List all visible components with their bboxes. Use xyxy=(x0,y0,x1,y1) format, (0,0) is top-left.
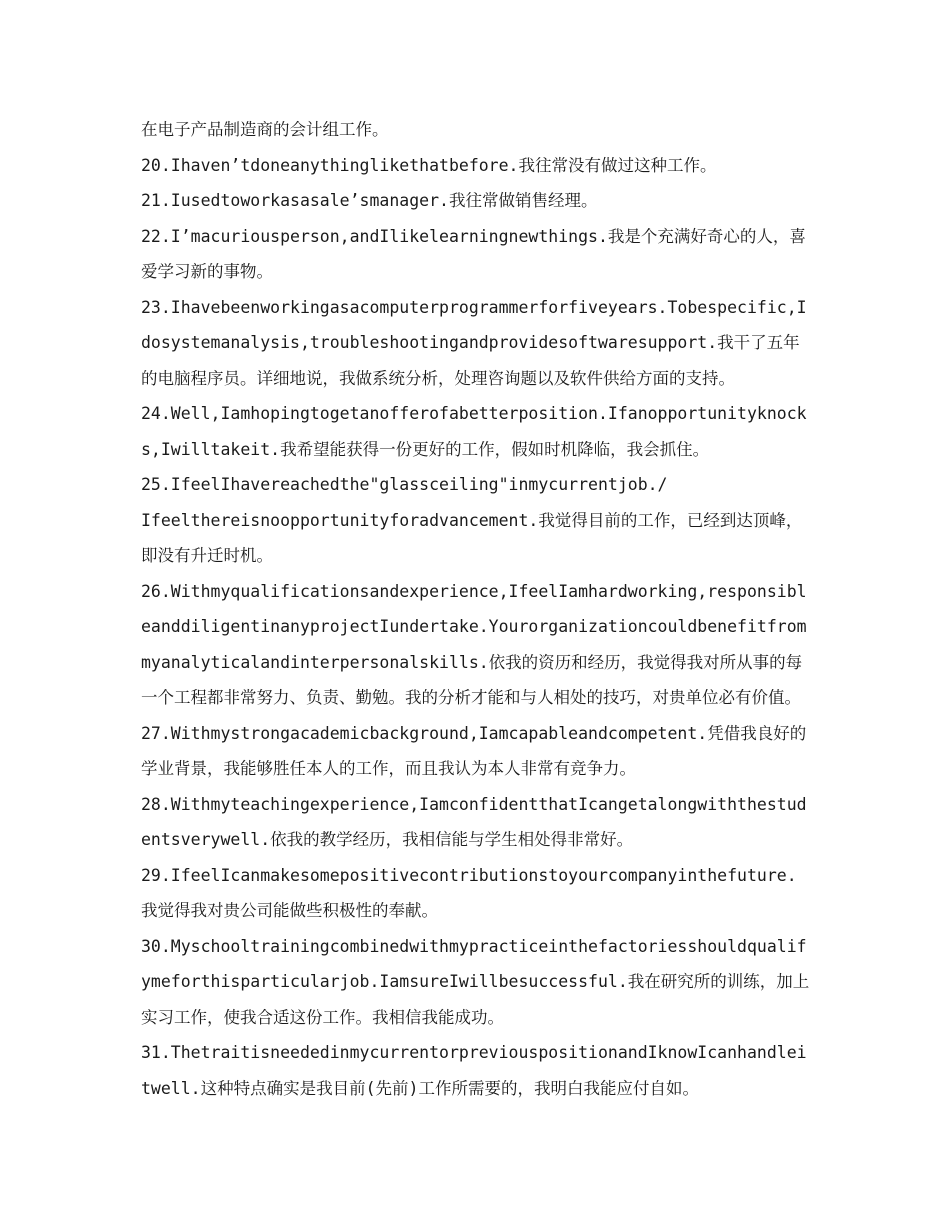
paragraph: Ifeelthereisnoopportunityforadvancement.我觉得目前的工作，已经到达顶峰，即没有升迁时机。 xyxy=(141,510,803,565)
paragraph: 29.IfeelIcanmakesomepositivecontributionstoyourcompanyinthefuture.我觉得我对贵公司能做些积极性的奉献。 xyxy=(141,865,797,920)
paragraph: 23.Ihavebeenworkingasacomputerprogrammerforfiveyears.Tobespecific,Idosystemanalysis,troubleshootingandprovidesoftwaresupport.我干了五年的电脑程序员。详细地说，我做系统分析，处理咨询题以及软件供给方面的支持。 xyxy=(141,297,807,388)
paragraph: 21.Iusedtoworkasasale’smanager.我往常做销售经理。 xyxy=(141,191,598,210)
paragraph: 30.Myschooltrainingcombinedwithmypracticeinthefactoriesshouldqualifymeforthisparticularjob.IamsureIwillbesuccessful.我在研究所的训练，加上实习工作，使我合适这份工作。我相信我能成功。 xyxy=(141,936,810,1027)
paragraph: 26.Withmyqualificationsandexperience,IfeelIamhardworking,responsibleanddiligentinanyprojectIundertake.Yourorganizationcouldbenefitfrommyanalyticalandinterpersonalskills.依我的资历和经历，我觉得我对所从事的每一个工程都非常努力、负责、勤勉。我的分析才能和与人相处的技巧，对贵单位必有价值。 xyxy=(141,581,807,707)
document-body xyxy=(141,112,813,1106)
paragraph: 31.ThetraitisneededinmycurrentorpreviouspositionandIknowIcanhandleitwell.这种特点确实是我目前(先前)工作所需要的，我明白我能应付自如。 xyxy=(141,1043,807,1098)
paragraph: 28.Withmyteachingexperience,IamconfidentthatIcangetalongwiththestudentsverywell.依我的教学经历，我相信能与学生相处得非常好。 xyxy=(141,794,807,849)
paragraph: 在电子产品制造商的会计组工作。 xyxy=(141,120,389,139)
paragraph: 24.Well,Iamhopingtogetanofferofabetterposition.Ifanopportunityknocks,Iwilltakeit.我希望能获得一份更好的工作，假如时机降临，我会抓住。 xyxy=(141,404,807,459)
paragraph: 27.Withmystrongacademicbackground,Iamcapableandcompetent.凭借我良好的学业背景，我能够胜任本人的工作，而且我认为本人非常有竞争力。 xyxy=(141,723,807,778)
paragraph: 25.IfeelIhavereachedthe"glassceiling"inmycurrentjob./ xyxy=(141,475,668,494)
paragraph: 20.Ihaven’tdoneanythinglikethatbefore.我往常没有做过这种工作。 xyxy=(141,155,717,175)
paragraph: 22.I’macuriousperson,andIlikelearningnewthings.我是个充满好奇心的人，喜爱学习新的事物。 xyxy=(141,226,806,281)
